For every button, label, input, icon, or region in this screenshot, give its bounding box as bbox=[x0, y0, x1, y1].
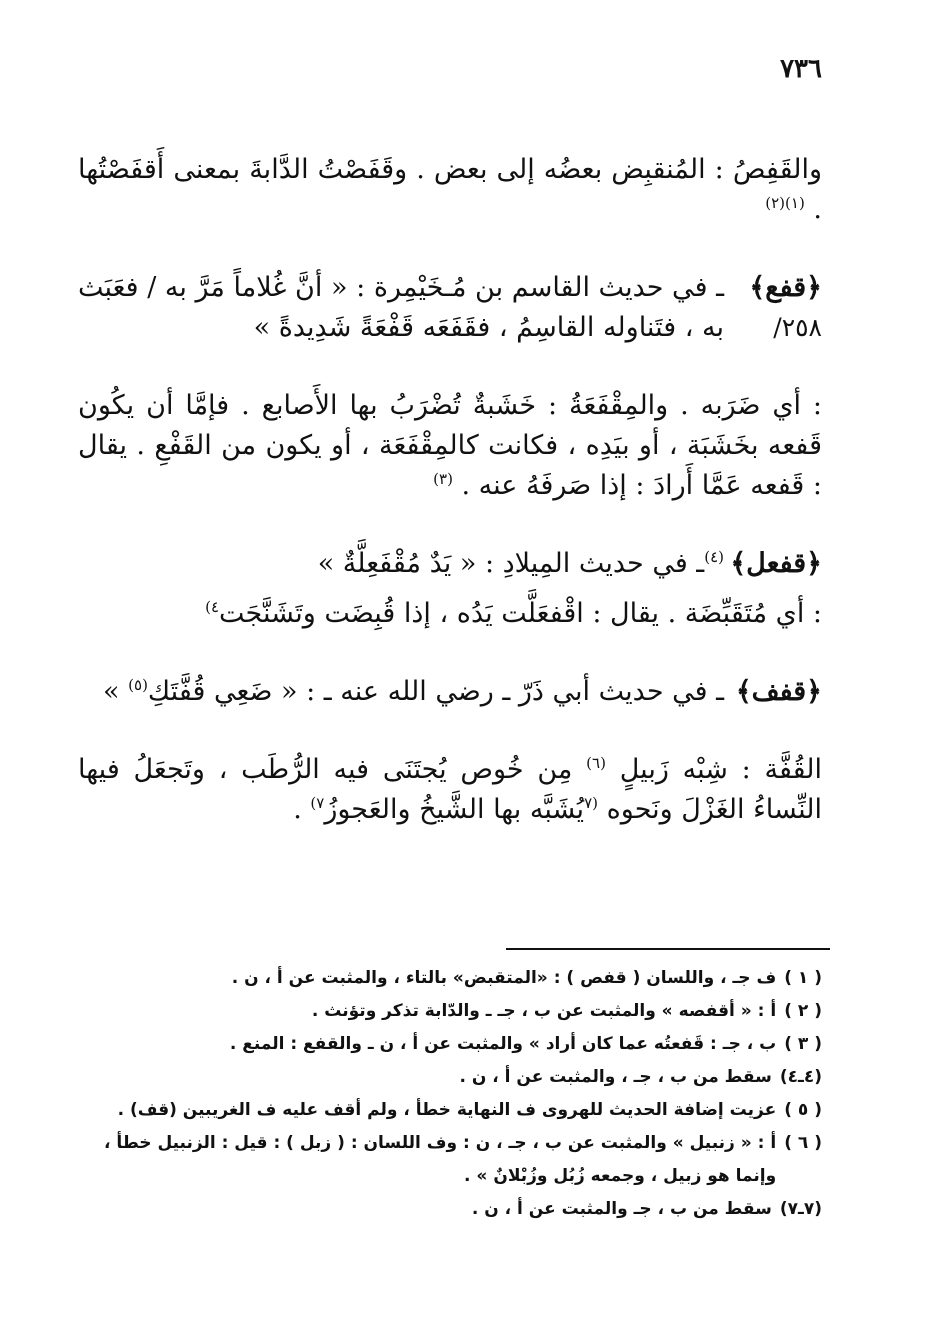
footnote-text: ف جـ ، واللسان ( قفص ) : «المتقبض» بالتاء ، والمثبت عن أ ، ن . bbox=[231, 968, 777, 988]
page-number: ٧٣٦ bbox=[780, 54, 822, 84]
paragraph-text: القُفَّة : شِبْه زَبيلٍ bbox=[619, 754, 823, 785]
footnote-text: أ : « أقفصه » والمثبت عن ب ، جـ ـ والدّابة تذكر وتؤنث . bbox=[311, 1001, 777, 1021]
footnote-ref: ٤) bbox=[205, 598, 220, 616]
footnote bbox=[78, 1094, 822, 1127]
paragraph-end: . bbox=[293, 794, 302, 825]
footnote-text: أ : « زنبيل » والمثبت عن ب ، جـ ، ن : وف اللسان : ( زبل ) : قيل : الزنبيل خطأ ، وإنما هو زبيل ، وجمعه زُبُل وزُبْلانٌ » . bbox=[103, 1133, 777, 1186]
footnote-ref: ٧) bbox=[310, 794, 325, 812]
footnote bbox=[78, 962, 822, 995]
entry-headword: ﴿قفع﴾ bbox=[749, 272, 822, 303]
paragraph-text: : أي مُتَقَبِّضَة . يقال : اقْفعَلَّت يَدُه ، إذا قُبِضَت وتَشَنَّجَت bbox=[219, 598, 822, 629]
footnote-number: ( ٥ ) bbox=[784, 1100, 822, 1120]
footnote bbox=[78, 1127, 822, 1193]
footnote-number: ( ٣ ) bbox=[784, 1034, 822, 1054]
footnote-ref: (٧ bbox=[584, 794, 598, 812]
footnote-number: ( ٢ ) bbox=[784, 1001, 822, 1021]
footnote-ref: (٥) bbox=[128, 676, 148, 694]
footnote bbox=[78, 1193, 822, 1226]
paragraph-explanation-qafa bbox=[78, 386, 822, 506]
footnote-separator bbox=[506, 948, 830, 950]
entry-hadith-text bbox=[78, 672, 724, 712]
entry-qafa bbox=[78, 268, 822, 348]
footnote bbox=[78, 1061, 822, 1094]
entry-hadith-text: ـ في حديث القاسم بن مُـخَيْمِرة : « أنَّ غُلاماً مَرَّ به / فعَبَث به ، فتَناوله القاسِمُ ، فقَفَعَه قَفْعَةً شَدِيدةً » bbox=[78, 272, 724, 343]
footnote-ref: (٣) bbox=[433, 470, 453, 488]
entry-qaff bbox=[78, 672, 822, 712]
footnote-text: سقط من ب ، جـ ، والمثبت عن أ ، ن . bbox=[459, 1067, 772, 1087]
entry-headword: ﴿قفعل﴾ bbox=[730, 548, 822, 579]
footnote-text: سقط من ب ، جـ والمثبت عن أ ، ن . bbox=[471, 1199, 772, 1219]
footnote bbox=[78, 995, 822, 1028]
paragraph-explanation-qaff bbox=[78, 750, 822, 830]
entry-qafal bbox=[78, 544, 822, 584]
footnote-number: ( ١ ) bbox=[784, 968, 822, 988]
footnote-ref: (١) bbox=[785, 194, 805, 212]
footnote bbox=[78, 1028, 822, 1061]
entry-hadith-words: ـ في حديث المِيلادِ : « يَدٌ مُقْفَعِلَّةٌ » bbox=[317, 548, 705, 579]
footnote-text: ب ، جـ : قَفعتُه عما كان أراد » والمثبت عن أ ، ن ـ والقفع : المنع . bbox=[229, 1034, 777, 1054]
paragraph-text: مِن خُوص يُجتَنَى فيه الرُّطَب ، وتَجعَلُ فيها النِّساءُ الغَزْلَ ونَحوه bbox=[78, 754, 822, 825]
paragraph-text: يُشَبَّه بها الشَّيخُ والعَجوزُ bbox=[324, 794, 585, 825]
footnote-number: ( ٦ ) bbox=[784, 1133, 822, 1153]
manuscript-folio-note: /٢٥٨ bbox=[773, 313, 822, 342]
main-text bbox=[78, 150, 822, 868]
footnote-list bbox=[78, 962, 822, 1226]
footnote-text: عزيت إضافة الحديث للهروى ف النهاية خطأ ، ولم أقف عليه ف الغريبين (قف) . bbox=[117, 1100, 777, 1120]
footnote-ref: (٦) bbox=[586, 754, 606, 772]
closing-quote: » bbox=[103, 676, 120, 707]
footnotes bbox=[78, 962, 822, 1226]
entry-headword: ﴿قفف﴾ bbox=[735, 676, 822, 707]
entry-head-column bbox=[724, 672, 822, 712]
paragraph-text: : أي ضَرَبه . والمِقْفَعَةُ : خَشَبةٌ تُضْرَبُ بها الأَصابع . فإمَّا أن يكُون قَفعه بخَشَبَة ، أو بيَدِه ، فكانت كالمِقْفَعَة ، أو يكون من القَفْعِ . يقال : قَفعه عَمَّا أَرادَ : إذا صَرفَهُ عنه . bbox=[78, 390, 822, 501]
footnote-ref: (٤) bbox=[704, 548, 724, 566]
paragraph-qafis bbox=[78, 150, 822, 230]
entry-head-column bbox=[724, 544, 822, 584]
footnote-number: (٧ـ٧) bbox=[779, 1199, 822, 1219]
footnote-ref: (٢) bbox=[765, 194, 786, 212]
entry-head-column bbox=[724, 268, 822, 348]
paragraph-text: والقَفِصُ : المُنقبِض بعضُه إلى بعض . وقَفَصْتُ الدَّابةَ بمعنى أَقفَصْتُها . bbox=[78, 154, 822, 225]
footnote-number: (٤ـ٤) bbox=[779, 1067, 822, 1087]
entry-hadith-text bbox=[78, 544, 724, 584]
paragraph-explanation-qafal bbox=[78, 594, 822, 634]
entry-hadith-words: ـ في حديث أبي ذَرّ ـ رضي الله عنه ـ : « ضَعِي قُفَّتَكِ bbox=[147, 676, 724, 707]
